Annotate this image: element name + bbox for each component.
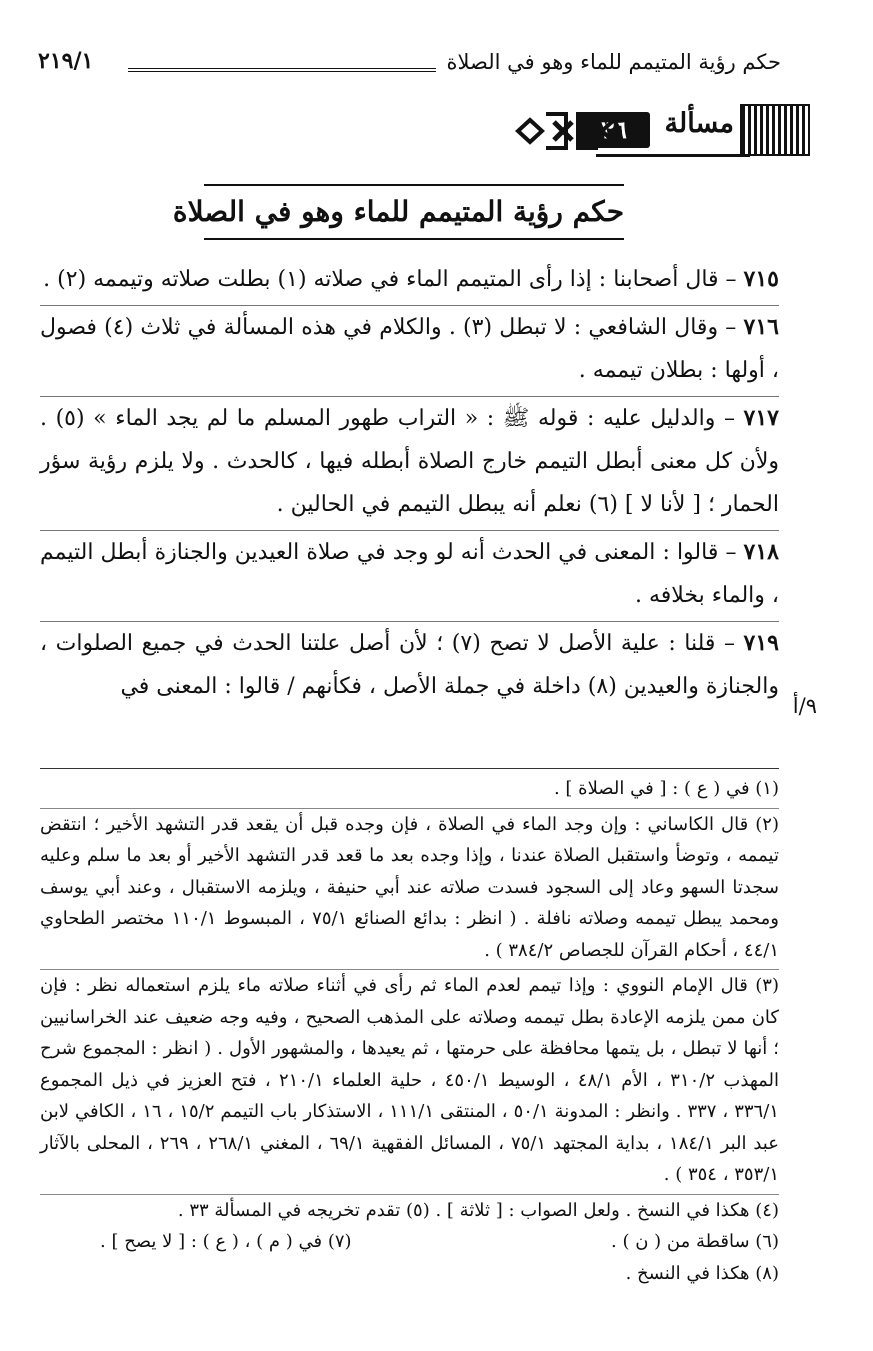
paragraph-number: ٧١٦ (743, 314, 779, 340)
header-double-rule (128, 68, 463, 72)
paragraph-text: – قلنا : علية الأصل لا تصح (٧) ؛ لأن أصل علتنا الحدث في جميع الصلوات ، والجنازة والعيدين (٨) داخلة في جملة الأصل ، فكأنهم / قالوا : المعنى في (40, 631, 779, 699)
paragraph-number: ٧١٨ (743, 539, 779, 565)
masala-number: ٣٦ (578, 112, 650, 148)
footnote-7: (٧) في ( م ) ، ( ع ) : [ لا يصح ] . (100, 1231, 352, 1252)
paragraph-717 (40, 397, 779, 531)
footnote-6: (٦) ساقطة من ( ن ) . (611, 1231, 779, 1252)
running-title: حكم رؤية المتيمم للماء وهو في الصلاة (436, 50, 781, 74)
banner-rule (596, 154, 750, 157)
footnotes (40, 768, 779, 1289)
paragraph-number: ٧١٧ (743, 405, 779, 431)
paragraph-text: – وقال الشافعي : لا تبطل (٣) . والكلام في هذه المسألة في ثلاث (٤) فصول ، أولها : بطلان تيممه . (40, 315, 779, 383)
paragraph-number: ٧١٥ (743, 266, 779, 292)
ornament-icon (514, 108, 622, 154)
paragraph-719 (40, 622, 779, 712)
paragraph-text: – والدليل عليه : قوله ﷺ : « التراب طهور المسلم ما لم يجد الماء » (٥) . ولأن كل معنى أبطل التيمم خارج الصلاة أبطله فيها ، كالحدث . ولا يلزم رؤية سؤر الحمار ؛ [ لأنا لا ] (٦) نعلم أنه يبطل التيمم في الحالين . (40, 406, 779, 517)
paragraph-715 (40, 258, 779, 306)
footnote-3: (٣) قال الإمام النووي : وإذا تيمم لعدم الماء ثم رأى في أثناء صلاته ماء يلزم استعماله نظر : فإن كان ممن يلزمه الإعادة بطل تيممه وصلاته على المذهب الصحيح ، وفيه وجه ضعيف عند الخراسانيين ؛ أنها لا تبطل ، بل يتمها محافظة على حرمتها ، ثم يعيدها ، والمشهور الأول . ( انظر : المجموع شرح المهذب ٣١٠/٢ ، الأم ٤٨/١ ، الوسيط ٤٥٠/١ ، حلية العلماء ٢١٠/١ ، فتح العزيز في ذيل المجموع ٣٣٦/١ ، ٣٣٧ . وانظر : المدونة ٥٠/١ ، المنتقى ١١١/١ ، الاستذكار باب التيمم ١٥/٢ ، ١٦ ، الكافي لابن عبد البر ١٨٤/١ ، بداية المجتهد ٧٥/١ ، المسائل الفقهية ٦٩/١ ، المغني ٢٦٨/١ ، ٢٦٩ ، المحلى بالآثار ٣٥٣/١ ، ٣٥٤ ) . (40, 970, 779, 1195)
manuscript-folio-marker: ٩/أ (792, 694, 817, 718)
paragraph-number: ٧١٩ (743, 630, 779, 656)
banner-stripes-decoration (740, 104, 810, 156)
footnote-1: (١) في ( ع ) : [ في الصلاة ] . (40, 773, 779, 809)
masala-label: مسألة (664, 108, 734, 139)
main-text (40, 258, 779, 712)
footnote-6-7-row (40, 1226, 779, 1258)
paragraph-718 (40, 531, 779, 622)
paragraph-text: – قال أصحابنا : إذا رأى المتيمم الماء في صلاته (١) بطلت صلاته وتيممه (٢) . (43, 267, 744, 292)
paragraph-text: – قالوا : المعنى في الحدث أنه لو وجد في صلاة العيدين والجنازة أبطل التيمم ، والماء بخلافه . (40, 540, 779, 608)
footnote-separator (40, 768, 779, 769)
footnote-2: (٢) قال الكاساني : وإن وجد الماء في الصلاة ، فإن وجده قبل أن يقعد قدر التشهد الأخير ؛ انتقض تيممه ، وتوضأ واستقبل الصلاة عندنا ، وإذا وجده بعد ما قعد قدر التشهد الأخير أو بعد ما سلم وعليه سجدتا السهو وعاد إلى السجود فسدت صلاته عند أبي حنيفة ، ويلزمه الاستقبال ، وعند أبي يوسف ومحمد يبطل تيممه وصلاته نافلة . ( انظر : بدائع الصنائع ٧٥/١ ، المبسوط ١١٠/١ مختصر الطحاوي ٤٤/١ ، أحكام القرآن للجصاص ٣٨٤/٢ ) . (40, 809, 779, 971)
footnote-8: (٨) هكذا في النسخ . (625, 1262, 779, 1284)
page-number: ٢١٩/١ (38, 48, 103, 74)
running-header (38, 48, 781, 88)
chapter-title: حكم رؤية المتيمم للماء وهو في الصلاة (204, 184, 624, 240)
paragraph-716 (40, 306, 779, 397)
masala-banner (514, 104, 810, 156)
footnote-4-5: (٤) هكذا في النسخ . ولعل الصواب : [ ثلاثة ] . (٥) تقدم تخريجه في المسألة ٣٣ . (177, 1199, 779, 1221)
